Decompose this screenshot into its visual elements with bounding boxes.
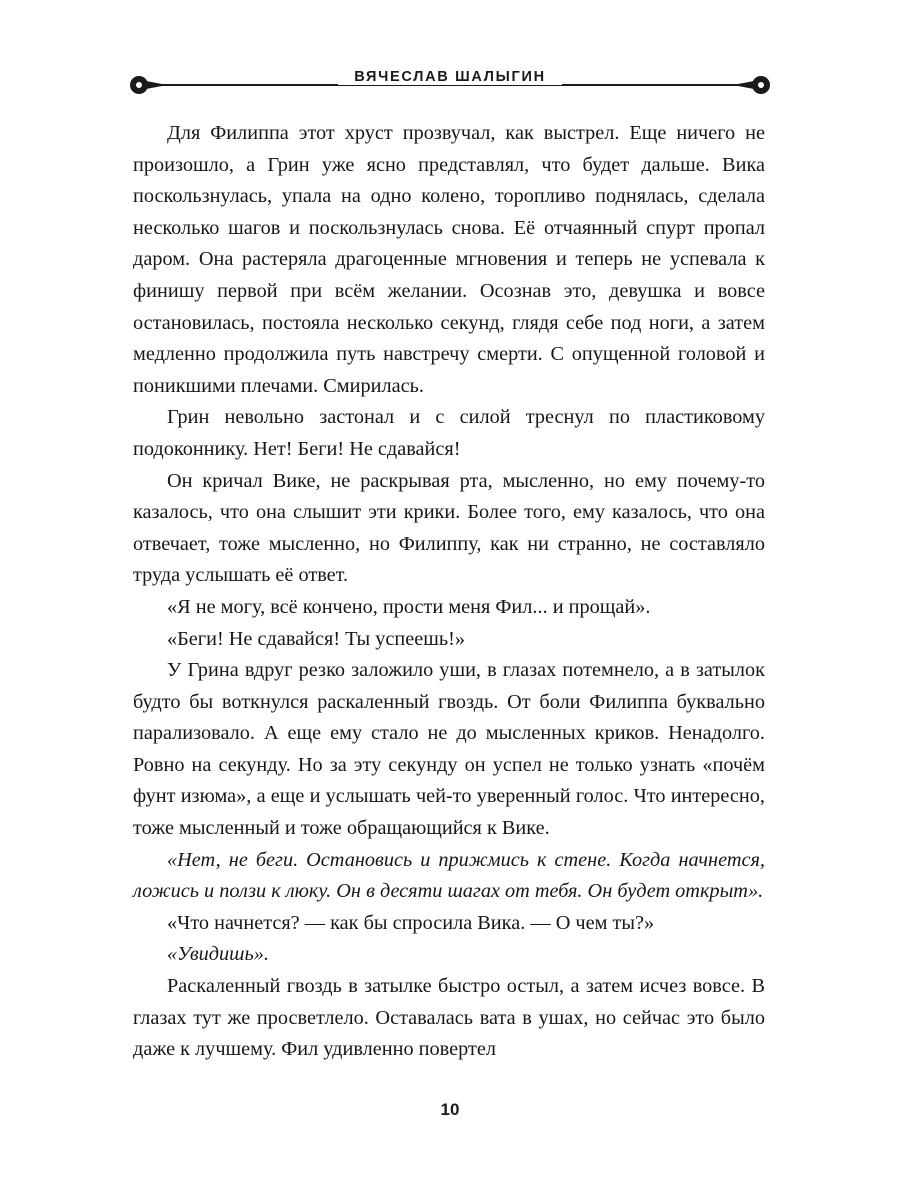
paragraph: «Я не могу, всё кончено, прости меня Фил... и прощай». [167, 595, 651, 618]
paragraph: «Нет, не беги. Остановись и прижмись к стене. Когда начнется, ложись и ползи к люку. Он в десяти шагах от тебя. Он будет открыт». [133, 848, 765, 903]
paragraph: Раскаленный гвоздь в затылке быстро остыл, а затем исчез вовсе. В глазах тут же просветлело. Оставалась вата в ушах, но сейчас это было даже к лучшему. Фил удивленно повертел [133, 975, 765, 1061]
paragraph: Для Филиппа этот хруст прозвучал, как выстрел. Еще ничего не произошло, а Грин уже ясно представлял, что будет дальше. Вика поскользнулась, упала на одно колено, торопливо поднялась, сделала несколько шагов и поскользнулась снова. Её отчаянный спурт пропал даром. Она растеряла драгоценные мгновения и теперь не успевала к финишу первой при всём желании. Осознав это, девушка и вовсе остановилась, постояла несколько секунд, глядя себе под ноги, а затем медленно продолжила путь навстречу смерти. С опущенной головой и поникшими плечами. Смирилась. [133, 122, 765, 397]
body-text [133, 118, 765, 1066]
paragraph: «Беги! Не сдавайся! Ты успеешь!» [167, 627, 465, 650]
paragraph: У Грина вдруг резко заложило уши, в глазах потемнело, а в затылок будто бы воткнулся раскаленный гвоздь. От боли Филиппа буквально парализовало. А еще ему стало не до мысленных криков. Ненадолго. Ровно на секунду. Но за эту секунду он успел не только узнать «почём фунт изюма», а еще и услышать чей-то уверенный голос. Что интересно, тоже мысленный и тоже обращающийся к Вике. [133, 659, 765, 840]
paragraph: «Что начнется? — как бы спросила Вика. — О чем ты?» [167, 911, 655, 934]
paragraph: Грин невольно застонал и с силой треснул по пластиковому подоконнику. Нет! Беги! Не сдавайся! [133, 406, 765, 460]
paragraph: Он кричал Вике, не раскрывая рта, мысленно, но ему почему-то казалось, что она слышит эти крики. Более того, ему казалось, что она отвечает, тоже мысленно, но Филиппу, как ни странно, не составляло труда услышать её ответ. [133, 469, 765, 587]
running-head-title: ВЯЧЕСЛАВ ШАЛЫГИН [338, 69, 562, 85]
running-head [130, 62, 770, 102]
paragraph: «Увидишь». [167, 943, 269, 966]
page-number: 10 [440, 1100, 460, 1119]
running-head-title-wrap [130, 68, 770, 86]
